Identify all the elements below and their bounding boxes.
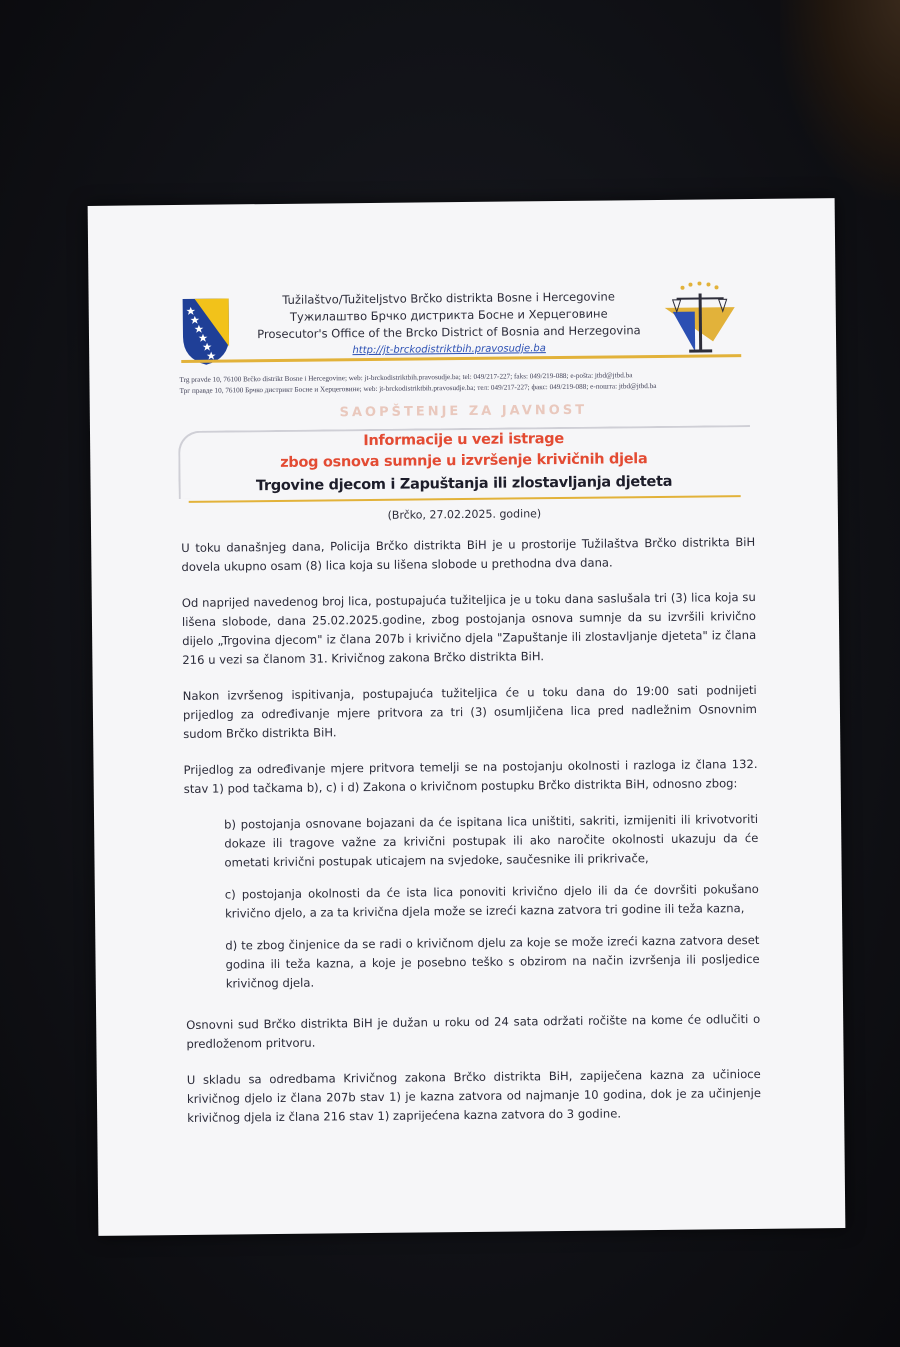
contact-line-latin: Trg pravde 10, 76100 Brčko distrikt Bosne i Hercegovine; web: jt-brckodistriktbih.pravosudje.ba; tel: 049/217-227; faks: 049/219-088; e-pošta: jtbd@jtbd.ba <box>179 371 633 384</box>
paragraph: Prijedlog za određivanje mjere pritvora temelji se na postojanju okolnosti i razloga iz člana 132. stav 1) pod tačkama b), c) i d) Zakona o krivičnom postupku Brčko distrikta BiH, odnosno zbog: <box>183 756 758 796</box>
title-line-2: zbog osnova sumnje u izvršenje krivičnih djela <box>280 451 648 471</box>
list-item: c) postojanja okolnosti da će ista lica ponoviti krivično djelo ili da će dovršiti pokušano krivično djelo, a za ta krivična djela može se izreći kazna zatvora tri godine ili teža kazna, <box>224 881 759 921</box>
body-text <box>181 533 761 1145</box>
contact-info <box>179 369 749 397</box>
paragraph: U toku današnjeg dana, Policija Brčko distrikta BiH je u prostorije Tužilaštva Brčko distrikta BiH dovela ukupno osam (8) lica koja su lišena slobode u prethodna dva dana. <box>181 534 756 574</box>
website-link[interactable]: http://jt-brckodistriktbih.pravosudje.ba <box>352 343 546 357</box>
office-name-cyrillic: Тужилаштво Брчко дистрикта Босне и Херцеговине <box>289 306 608 324</box>
list-item: d) te zbog činjenice da se radi o krivičnom djelu za koje se može izreći kazna zatvora deset godina ili teža kazna, a koje je posebno teško s obzirom na način izvršenja ili posljedice krivičnog djela. <box>225 932 760 991</box>
title-line-1: Informacije u vezi istrage <box>363 430 564 450</box>
title-line-3: Trgovine djecom i Zapuštanja ili zlostavljanja djeteta <box>255 473 673 495</box>
paragraph: Nakon izvršenog ispitivanja, postupajuća tužiteljica će u toku dana do 19:00 sati podnijeti prijedlog za određivanje mjere pritvora za tri (3) osumljičena lica pred nadležnim Osnovnim sudom Brčko distrikta BiH. <box>182 682 758 741</box>
press-release-document <box>88 198 846 1236</box>
bih-coat-of-arms-icon <box>181 296 232 367</box>
wooden-table-corner <box>780 0 900 200</box>
list-item: b) postojanja osnovane bojazani da će ispitana lica uništiti, sakriti, izmijeniti ili krivotvoriti dokaze ili tragove važne za krivični postupak ili ako naročite okolnosti ukazuju da će ometati krivični postupak uticajem na svjedoke, saučesnike ili prikrivače, <box>224 811 759 870</box>
office-name-english: Prosecutor's Office of the Brcko District of Bosnia and Herzegovina <box>257 323 641 342</box>
paragraph: U skladu sa odredbama Krivičnog zakona Brčko distrikta BiH, zapiječena kazna za učinioce krivičnog djelo iz člana 207b stav 1) je kazna zatvora od najmanje 10 godina, dok je za učinjenje krivičnog djela iz člana 216 stav 1) zaprijećena kazna zatvora do 3 godine. <box>186 1066 762 1125</box>
paragraph: Osnovni sud Brčko distrikta BiH je dužan u roku od 24 sata održati ročište na kome će odlučiti o predloženom pritvoru. <box>186 1011 761 1051</box>
press-release-label: SAOPŠTENJE ZA JAVNOST <box>339 402 588 421</box>
paragraph: Od naprijed navedenog broj lica, postupajuća tužiteljica je u toku dana saslušala tri (3) lica koja su lišena slobode, dana 25.02.2025.godine, zbog postojanja osnova sumnje da su izvršili krivično dijelo „Trgovina djecom" iz člana 207b i krivično djela "Zapuštanje ili zlostavljanje djeteta" iz člana 216 u vezi sa članom 31. Krivičnog zakona Brčko distrikta BiH. <box>181 589 757 667</box>
scales-of-justice-logo-icon <box>660 281 739 358</box>
date-line: (Brčko, 27.02.2025. godine) <box>387 507 542 522</box>
office-names <box>249 288 650 360</box>
contact-line-cyrillic: Трг правде 10, 76100 Брчко дистрикт Босне и Херцеговине; web: jt-brckodistriktbih.pravosudje.ba; тел: 049/217-227; факс: 049/219-088; е-пошта: jtbd@jtbd.ba <box>179 381 657 395</box>
office-name-latin: Tužilaštvo/Tužiteljstvo Brčko distrikta Bosne i Hercegovine <box>282 289 615 307</box>
